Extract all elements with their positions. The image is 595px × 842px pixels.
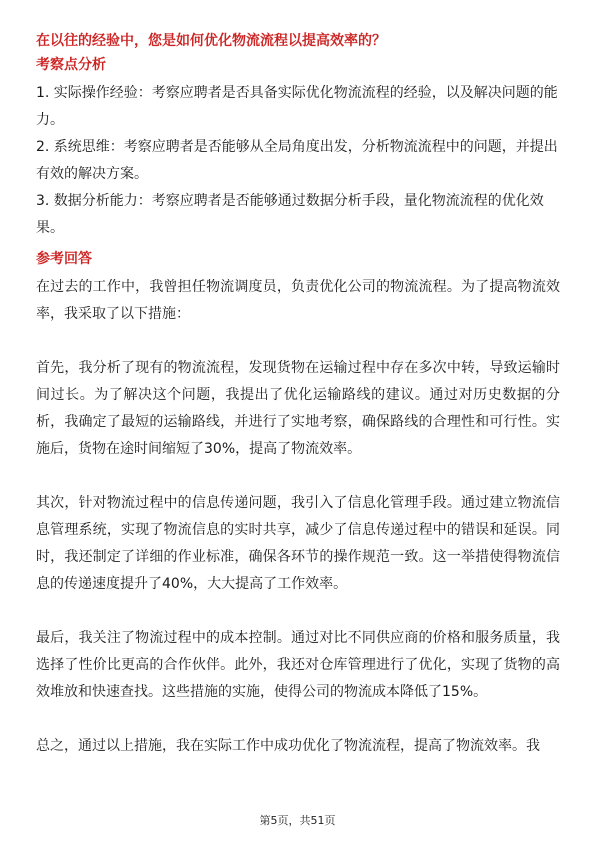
question-heading: 在以往的经验中，您是如何优化物流流程以提高效率的？: [36, 33, 386, 49]
answer-paragraph: 总之，通过以上措施，我在实际工作中成功优化了物流流程，提高了物流效率。我: [36, 738, 540, 754]
analysis-item: 3. 数据分析能力：考察应聘者是否能够通过数据分析手段，量化物流流程的优化效果。: [36, 193, 544, 236]
analysis-list: [36, 80, 560, 242]
analysis-title: 考察点分析: [36, 57, 106, 73]
page-number: 第5页，共51页: [259, 814, 336, 827]
answer-body: [36, 274, 560, 760]
page-content: [36, 30, 560, 760]
analysis-item: 2. 系统思维：考察应聘者是否能够从全局角度出发，分析物流流程中的问题，并提出有效的解决方案。: [36, 139, 558, 182]
answer-paragraph: 在过去的工作中，我曾担任物流调度员，负责优化公司的物流流程。为了提高物流效率，我采取了以下措施：: [36, 279, 560, 322]
answer-paragraph: 最后，我关注了物流过程中的成本控制。通过对比不同供应商的价格和服务质量，我选择了性价比更高的合作伙伴。此外，我还对仓库管理进行了优化，实现了货物的高效堆放和快速查找。这些措施的实施，使得公司的物流成本降低了15%。: [36, 630, 560, 700]
answer-paragraph: 首先，我分析了现有的物流流程，发现货物在运输过程中存在多次中转，导致运输时间过长。为了解决这个问题，我提出了优化运输路线的建议。通过对历史数据的分析，我确定了最短的运输路线，并进行了实地考察，确保路线的合理性和可行性。实施后，货物在途时间缩短了30%，提高了物流效率。: [36, 360, 560, 457]
answer-paragraph: 其次，针对物流过程中的信息传递问题，我引入了信息化管理手段。通过建立物流信息管理系统，实现了物流信息的实时共享，减少了信息传递过程中的错误和延误。同时，我还制定了详细的作业标准，确保各环节的操作规范一致。这一举措使得物流信息的传递速度提升了40%，大大提高了工作效率。: [36, 495, 560, 592]
answer-title: 参考回答: [36, 251, 92, 267]
analysis-item: 1. 实际操作经验：考察应聘者是否具备实际优化物流流程的经验，以及解决问题的能力。: [36, 85, 558, 128]
